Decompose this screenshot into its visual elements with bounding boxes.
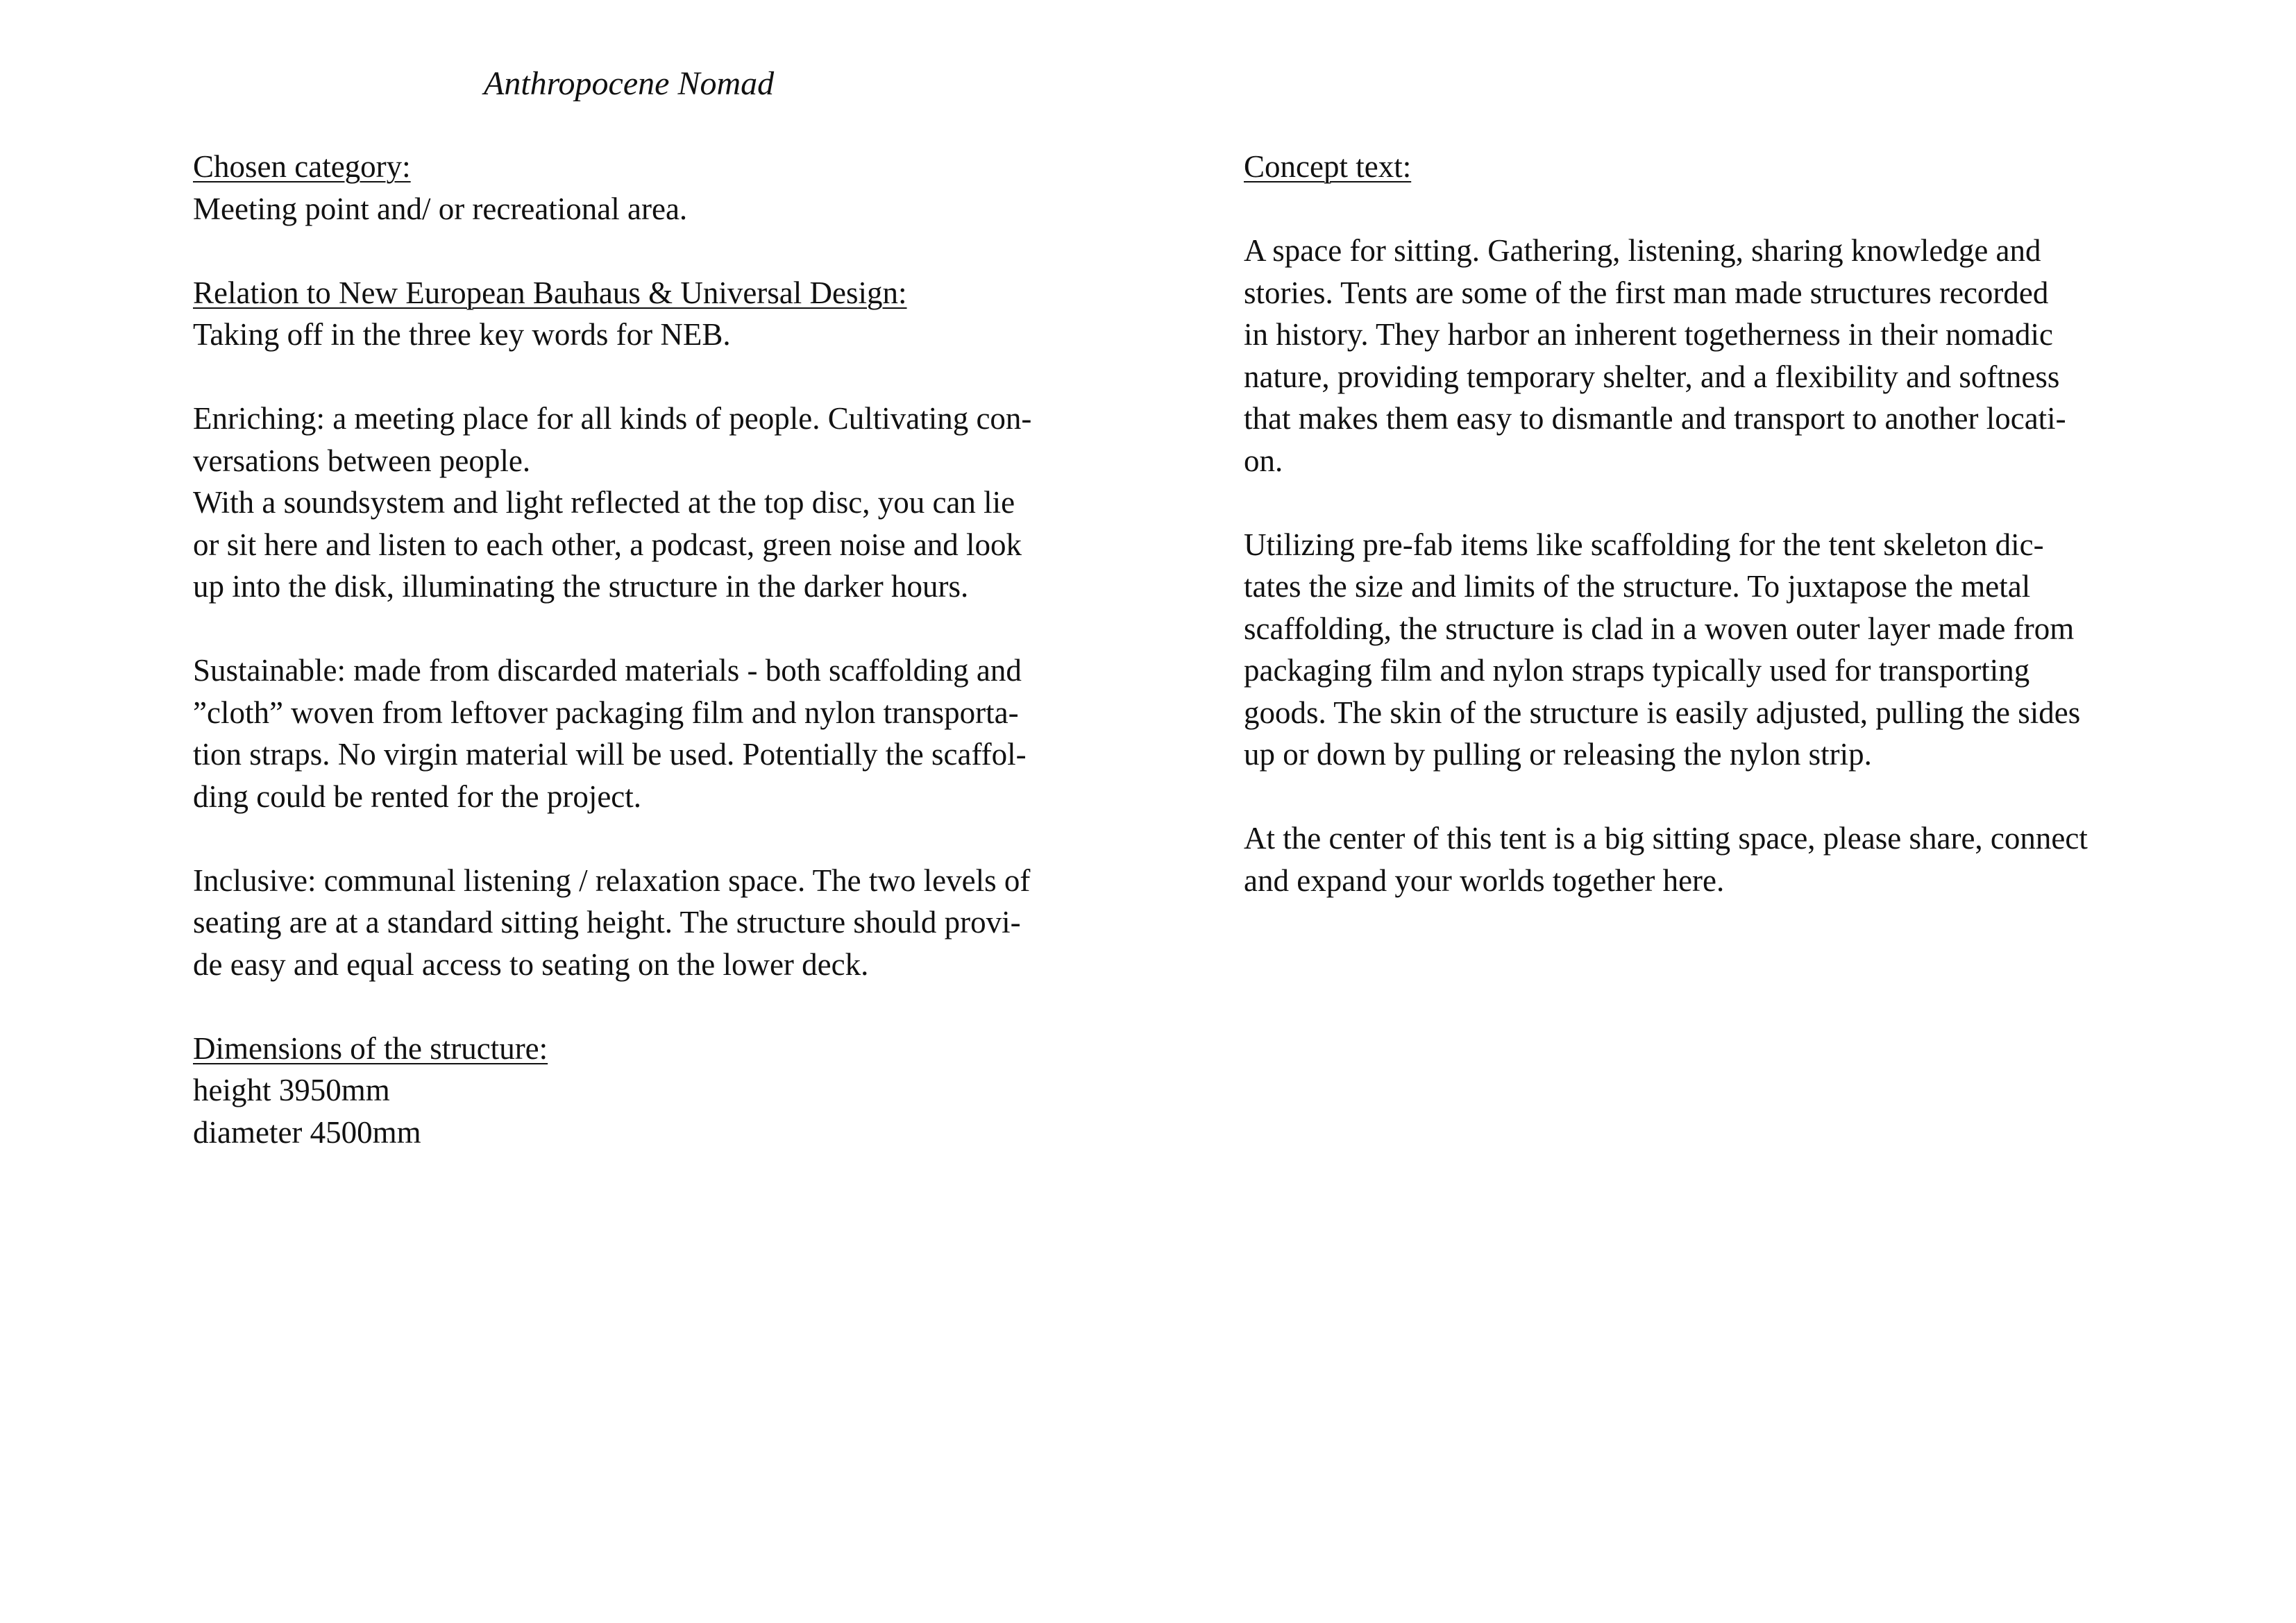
spacer: [193, 817, 1095, 860]
dimensions-height: height 3950mm: [193, 1073, 390, 1107]
chosen-category-text: Meeting point and/ or recreational area.: [193, 191, 688, 226]
concept-paragraph1-line: A space for sitting. Gathering, listening, sharing knowledge and: [1244, 233, 2041, 268]
relation-text: Taking off in the three key words for NEB.: [193, 317, 731, 352]
inclusive-line: de easy and equal access to seating on the lower deck.: [193, 946, 869, 982]
concept-paragraph1-line: nature, providing temporary shelter, and a flexibility and softness: [1244, 359, 2060, 394]
enriching-line: With a soundsystem and light reflected at the top disc, you can lie: [193, 485, 1015, 520]
chosen-category-heading: Chosen category:: [193, 149, 411, 184]
concept-paragraph1-line: stories. Tents are some of the first man made structures recorded: [1244, 275, 2049, 310]
concept-paragraph2-line: Utilizing pre-fab items like scaffolding for the tent skeleton dic-: [1244, 527, 2044, 562]
concept-paragraph2-line: tates the size and limits of the structure. To juxtapose the metal: [1244, 569, 2031, 604]
spacer: [193, 356, 1095, 398]
inclusive-line: Inclusive: communal listening / relaxation space. The two levels of: [193, 863, 1031, 898]
concept-paragraph2-line: goods. The skin of the structure is easily adjusted, pulling the sides: [1244, 695, 2081, 730]
dimensions-heading: Dimensions of the structure:: [193, 1030, 548, 1066]
concept-paragraph1-line: that makes them easy to dismantle and transport to another locati-: [1244, 401, 2066, 436]
sustainable-line: tion straps. No virgin material will be used. Potentially the scaffol-: [193, 737, 1027, 772]
inclusive-line: seating are at a standard sitting height. The structure should provi-: [193, 905, 1021, 940]
enriching-line: Enriching: a meeting place for all kinds of people. Cultivating con-: [193, 401, 1032, 436]
document-title: Anthropocene Nomad: [484, 65, 775, 102]
spacer: [193, 608, 1095, 650]
right-column: [1244, 146, 2146, 901]
concept-paragraph3-line: and expand your worlds together here.: [1244, 863, 1725, 898]
concept-paragraph3-line: At the center of this tent is a big sitting space, please share, connect: [1244, 821, 2088, 856]
dimensions-diameter: diameter 4500mm: [193, 1114, 421, 1150]
concept-paragraph2-line: scaffolding, the structure is clad in a woven outer layer made from: [1244, 611, 2075, 646]
left-column: [193, 146, 1095, 1153]
enriching-line: or sit here and listen to each other, a podcast, green noise and look: [193, 527, 1022, 562]
spacer: [1244, 188, 2146, 230]
sustainable-line: ding could be rented for the project.: [193, 779, 642, 814]
concept-paragraph2-line: up or down by pulling or releasing the nylon strip.: [1244, 737, 1872, 772]
sustainable-line: ”cloth” woven from leftover packaging film and nylon transporta-: [193, 695, 1019, 730]
concept-paragraph2-line: packaging film and nylon straps typically used for transporting: [1244, 653, 2030, 688]
enriching-line: up into the disk, illuminating the structure in the darker hours.: [193, 569, 969, 604]
concept-paragraph1-line: on.: [1244, 443, 1283, 478]
spacer: [193, 230, 1095, 272]
sustainable-line: Sustainable: made from discarded materials - both scaffolding and: [193, 653, 1022, 688]
spacer: [1244, 776, 2146, 818]
concept-paragraph1-line: in history. They harbor an inherent togetherness in their nomadic: [1244, 317, 2053, 352]
spacer: [1244, 482, 2146, 524]
concept-heading: Concept text:: [1244, 149, 1412, 184]
enriching-line: versations between people.: [193, 443, 531, 478]
relation-heading: Relation to New European Bauhaus & Universal Design:: [193, 275, 907, 310]
spacer: [193, 985, 1095, 1028]
